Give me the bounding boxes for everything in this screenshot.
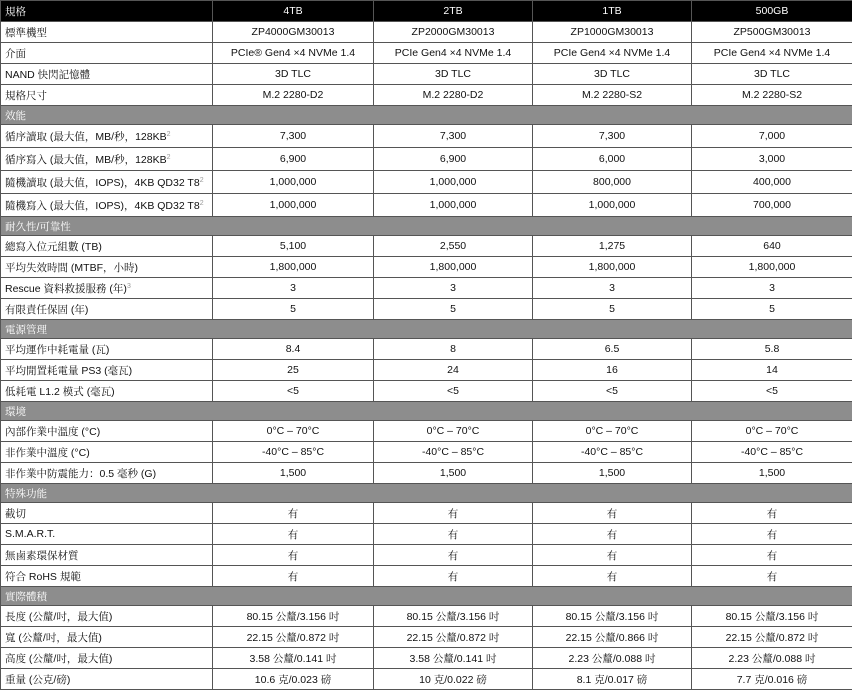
row-value: 有 bbox=[213, 545, 374, 566]
row-value: 1,000,000 bbox=[374, 194, 533, 217]
table-row bbox=[1, 257, 852, 278]
row-label bbox=[1, 148, 213, 171]
footnote-marker: 2 bbox=[166, 153, 171, 161]
row-value: 700,000 bbox=[692, 194, 852, 217]
row-value: 有 bbox=[692, 545, 852, 566]
row-value: 0°C – 70°C bbox=[213, 421, 374, 442]
row-label bbox=[1, 463, 213, 484]
row-label bbox=[1, 125, 213, 148]
row-value: 7,000 bbox=[692, 125, 852, 148]
row-value: 7,300 bbox=[213, 125, 374, 148]
row-value: PCIe Gen4 ×4 NVMe 1.4 bbox=[374, 43, 533, 64]
row-value: 1,275 bbox=[533, 236, 692, 257]
row-value: 有 bbox=[213, 524, 374, 545]
row-label-text: 平均失效時間 (MTBF，小時) bbox=[5, 261, 138, 274]
row-value: 22.15 公釐/0.866 吋 bbox=[533, 627, 692, 648]
table-row bbox=[1, 194, 852, 217]
row-value: 1,500 bbox=[374, 463, 533, 484]
table-row bbox=[1, 648, 852, 669]
row-label-text: NAND 快閃記憶體 bbox=[5, 68, 91, 81]
row-value: 8 bbox=[374, 339, 533, 360]
row-value: 3D TLC bbox=[374, 64, 533, 85]
row-value: PCIe® Gen4 ×4 NVMe 1.4 bbox=[213, 43, 374, 64]
row-value: 1,800,000 bbox=[533, 257, 692, 278]
row-value: 6.5 bbox=[533, 339, 692, 360]
row-label-text: 標準機型 bbox=[5, 26, 47, 39]
row-label-text: 平均閒置耗電量 PS3 (毫瓦) bbox=[5, 364, 133, 377]
row-value: 1,500 bbox=[533, 463, 692, 484]
row-label bbox=[1, 524, 213, 545]
section-title: 特殊功能 bbox=[1, 484, 852, 503]
section-header-row bbox=[1, 587, 852, 606]
row-value: 0°C – 70°C bbox=[533, 421, 692, 442]
row-value: 3 bbox=[692, 278, 852, 299]
table-row bbox=[1, 566, 852, 587]
row-value: 22.15 公釐/0.872 吋 bbox=[374, 627, 533, 648]
table-row bbox=[1, 524, 852, 545]
row-label-text: 介面 bbox=[5, 47, 26, 60]
row-label-text: 無鹵素環保材質 bbox=[5, 549, 79, 562]
row-label bbox=[1, 171, 213, 194]
row-value: 5 bbox=[533, 299, 692, 320]
row-label-text: 寬 (公釐/吋，最大值) bbox=[5, 631, 102, 644]
table-row bbox=[1, 421, 852, 442]
table-row bbox=[1, 545, 852, 566]
row-label bbox=[1, 627, 213, 648]
section-title: 效能 bbox=[1, 106, 852, 125]
row-value: M.2 2280-D2 bbox=[374, 85, 533, 106]
row-label-text: 截切 bbox=[5, 507, 26, 520]
row-value: ZP1000GM30013 bbox=[533, 22, 692, 43]
table-row bbox=[1, 669, 852, 690]
row-label bbox=[1, 442, 213, 463]
section-header-row bbox=[1, 484, 852, 503]
row-value: 5 bbox=[374, 299, 533, 320]
table-row bbox=[1, 278, 852, 299]
section-header-row bbox=[1, 402, 852, 421]
header-capacity-2tb: 2TB bbox=[374, 1, 533, 22]
row-value: 1,000,000 bbox=[374, 171, 533, 194]
table-row bbox=[1, 627, 852, 648]
row-value: 3D TLC bbox=[213, 64, 374, 85]
table-row bbox=[1, 22, 852, 43]
row-value: 有 bbox=[692, 503, 852, 524]
table-row bbox=[1, 148, 852, 171]
row-value: 3,000 bbox=[692, 148, 852, 171]
section-header-row bbox=[1, 217, 852, 236]
row-label bbox=[1, 194, 213, 217]
row-label-text: 重量 (公克/磅) bbox=[5, 673, 71, 686]
row-label-text: 高度 (公釐/吋，最大值) bbox=[5, 652, 113, 665]
row-value: 2.23 公釐/0.088 吋 bbox=[692, 648, 852, 669]
row-label bbox=[1, 669, 213, 690]
row-value: 2.23 公釐/0.088 吋 bbox=[533, 648, 692, 669]
row-value: -40°C – 85°C bbox=[692, 442, 852, 463]
section-title: 環境 bbox=[1, 402, 852, 421]
row-value: 80.15 公釐/3.156 吋 bbox=[533, 606, 692, 627]
table-row bbox=[1, 463, 852, 484]
row-value: 有 bbox=[374, 566, 533, 587]
row-value: 0°C – 70°C bbox=[374, 421, 533, 442]
footnote-marker: 2 bbox=[166, 130, 171, 138]
row-value: 7,300 bbox=[374, 125, 533, 148]
row-label bbox=[1, 648, 213, 669]
table-row bbox=[1, 606, 852, 627]
row-label-text: 規格尺寸 bbox=[5, 89, 47, 102]
row-label bbox=[1, 299, 213, 320]
header-capacity-4tb: 4TB bbox=[213, 1, 374, 22]
row-value: 10 克/0.022 磅 bbox=[374, 669, 533, 690]
row-label bbox=[1, 545, 213, 566]
row-label-text: 低耗電 L1.2 模式 (毫瓦) bbox=[5, 385, 115, 398]
table-row bbox=[1, 381, 852, 402]
spec-table-body bbox=[1, 1, 852, 690]
row-label bbox=[1, 566, 213, 587]
row-value: 有 bbox=[213, 566, 374, 587]
row-value: 1,800,000 bbox=[692, 257, 852, 278]
row-value: 3D TLC bbox=[692, 64, 852, 85]
row-value: 24 bbox=[374, 360, 533, 381]
footnote-marker: 2 bbox=[199, 176, 204, 184]
row-value: 1,000,000 bbox=[213, 171, 374, 194]
row-value: 5 bbox=[213, 299, 374, 320]
header-capacity-500gb: 500GB bbox=[692, 1, 852, 22]
row-value: 14 bbox=[692, 360, 852, 381]
row-value: -40°C – 85°C bbox=[374, 442, 533, 463]
row-value: 22.15 公釐/0.872 吋 bbox=[692, 627, 852, 648]
row-value: 6,900 bbox=[374, 148, 533, 171]
row-label bbox=[1, 278, 213, 299]
row-value: 有 bbox=[533, 545, 692, 566]
row-value: 有 bbox=[533, 524, 692, 545]
row-value: 5,100 bbox=[213, 236, 374, 257]
row-value: 640 bbox=[692, 236, 852, 257]
row-value: 1,500 bbox=[692, 463, 852, 484]
row-value: 有 bbox=[374, 545, 533, 566]
row-value: 5.8 bbox=[692, 339, 852, 360]
row-value: 有 bbox=[374, 503, 533, 524]
row-value: 有 bbox=[213, 503, 374, 524]
footnote-marker: 2 bbox=[199, 199, 204, 207]
row-label bbox=[1, 421, 213, 442]
row-value: 有 bbox=[533, 566, 692, 587]
row-label bbox=[1, 339, 213, 360]
table-row bbox=[1, 503, 852, 524]
row-value: PCIe Gen4 ×4 NVMe 1.4 bbox=[692, 43, 852, 64]
row-value: M.2 2280-S2 bbox=[533, 85, 692, 106]
row-value: 3 bbox=[213, 278, 374, 299]
table-row bbox=[1, 299, 852, 320]
row-value: PCIe Gen4 ×4 NVMe 1.4 bbox=[533, 43, 692, 64]
row-value: 22.15 公釐/0.872 吋 bbox=[213, 627, 374, 648]
row-label-text: 內部作業中溫度 (°C) bbox=[5, 425, 101, 438]
row-value: 2,550 bbox=[374, 236, 533, 257]
row-value: ZP4000GM30013 bbox=[213, 22, 374, 43]
row-label-text: 隨機寫入 (最大值，IOPS)，4KB QD32 T8 bbox=[5, 199, 200, 212]
table-header-row bbox=[1, 1, 852, 22]
section-title: 耐久性/可靠性 bbox=[1, 217, 852, 236]
row-label bbox=[1, 606, 213, 627]
row-label bbox=[1, 360, 213, 381]
row-value: 16 bbox=[533, 360, 692, 381]
section-header-row bbox=[1, 320, 852, 339]
section-title: 電源管理 bbox=[1, 320, 852, 339]
row-label-text: 有限責任保固 (年) bbox=[5, 303, 89, 316]
row-value: 8.4 bbox=[213, 339, 374, 360]
table-row bbox=[1, 236, 852, 257]
row-label-text: Rescue 資料救援服務 (年) bbox=[5, 282, 127, 295]
row-value: M.2 2280-D2 bbox=[213, 85, 374, 106]
row-value: 80.15 公釐/3.156 吋 bbox=[374, 606, 533, 627]
row-value: 8.1 克/0.017 磅 bbox=[533, 669, 692, 690]
row-value: 1,000,000 bbox=[533, 194, 692, 217]
row-value: 3.58 公釐/0.141 吋 bbox=[213, 648, 374, 669]
row-value: 25 bbox=[213, 360, 374, 381]
row-label-text: 循序寫入 (最大值，MB/秒，128KB bbox=[5, 153, 167, 166]
row-value: 5 bbox=[692, 299, 852, 320]
row-value: ZP2000GM30013 bbox=[374, 22, 533, 43]
row-value: <5 bbox=[533, 381, 692, 402]
table-row bbox=[1, 125, 852, 148]
row-value: 6,900 bbox=[213, 148, 374, 171]
row-label-text: 隨機讀取 (最大值，IOPS)，4KB QD32 T8 bbox=[5, 176, 200, 189]
row-value: -40°C – 85°C bbox=[533, 442, 692, 463]
row-value: 1,800,000 bbox=[374, 257, 533, 278]
row-value: 80.15 公釐/3.156 吋 bbox=[213, 606, 374, 627]
row-label-text: 平均運作中耗電量 (瓦) bbox=[5, 343, 110, 356]
row-value: 有 bbox=[374, 524, 533, 545]
row-label bbox=[1, 64, 213, 85]
section-header-row bbox=[1, 106, 852, 125]
row-label bbox=[1, 85, 213, 106]
row-value: 3 bbox=[533, 278, 692, 299]
row-label bbox=[1, 381, 213, 402]
row-value: 1,500 bbox=[213, 463, 374, 484]
table-row bbox=[1, 339, 852, 360]
row-label-text: 非作業中溫度 (°C) bbox=[5, 446, 90, 459]
row-label bbox=[1, 43, 213, 64]
row-value: -40°C – 85°C bbox=[213, 442, 374, 463]
row-value: ZP500GM30013 bbox=[692, 22, 852, 43]
row-value: <5 bbox=[692, 381, 852, 402]
table-row bbox=[1, 442, 852, 463]
row-label-text: 符合 RoHS 規範 bbox=[5, 570, 81, 583]
row-value: 1,800,000 bbox=[213, 257, 374, 278]
row-label-text: 長度 (公釐/吋，最大值) bbox=[5, 610, 113, 623]
row-value: 3 bbox=[374, 278, 533, 299]
row-label bbox=[1, 236, 213, 257]
table-row bbox=[1, 360, 852, 381]
row-label-text: 循序讀取 (最大值，MB/秒，128KB bbox=[5, 130, 167, 143]
section-title: 實際體積 bbox=[1, 587, 852, 606]
row-label-text: 總寫入位元組數 (TB) bbox=[5, 240, 102, 253]
row-value: 有 bbox=[692, 566, 852, 587]
row-label bbox=[1, 22, 213, 43]
table-row bbox=[1, 43, 852, 64]
row-value: 7,300 bbox=[533, 125, 692, 148]
footnote-marker: 3 bbox=[126, 282, 131, 290]
row-value: 3.58 公釐/0.141 吋 bbox=[374, 648, 533, 669]
row-value: 0°C – 70°C bbox=[692, 421, 852, 442]
header-capacity-1tb: 1TB bbox=[533, 1, 692, 22]
row-value: 7.7 克/0.016 磅 bbox=[692, 669, 852, 690]
row-value: 80.15 公釐/3.156 吋 bbox=[692, 606, 852, 627]
row-value: <5 bbox=[213, 381, 374, 402]
row-label bbox=[1, 503, 213, 524]
row-value: M.2 2280-S2 bbox=[692, 85, 852, 106]
row-value: 1,000,000 bbox=[213, 194, 374, 217]
row-value: 有 bbox=[692, 524, 852, 545]
row-value: 400,000 bbox=[692, 171, 852, 194]
table-row bbox=[1, 85, 852, 106]
row-label bbox=[1, 257, 213, 278]
row-value: 3D TLC bbox=[533, 64, 692, 85]
row-value: 6,000 bbox=[533, 148, 692, 171]
header-label: 規格 bbox=[1, 1, 213, 22]
table-row bbox=[1, 171, 852, 194]
row-value: 有 bbox=[533, 503, 692, 524]
table-row bbox=[1, 64, 852, 85]
row-value: <5 bbox=[374, 381, 533, 402]
row-label-text: 非作業中防震能力：0.5 毫秒 (G) bbox=[5, 467, 157, 480]
row-value: 10.6 克/0.023 磅 bbox=[213, 669, 374, 690]
row-value: 800,000 bbox=[533, 171, 692, 194]
row-label-text: S.M.A.R.T. bbox=[5, 528, 56, 540]
